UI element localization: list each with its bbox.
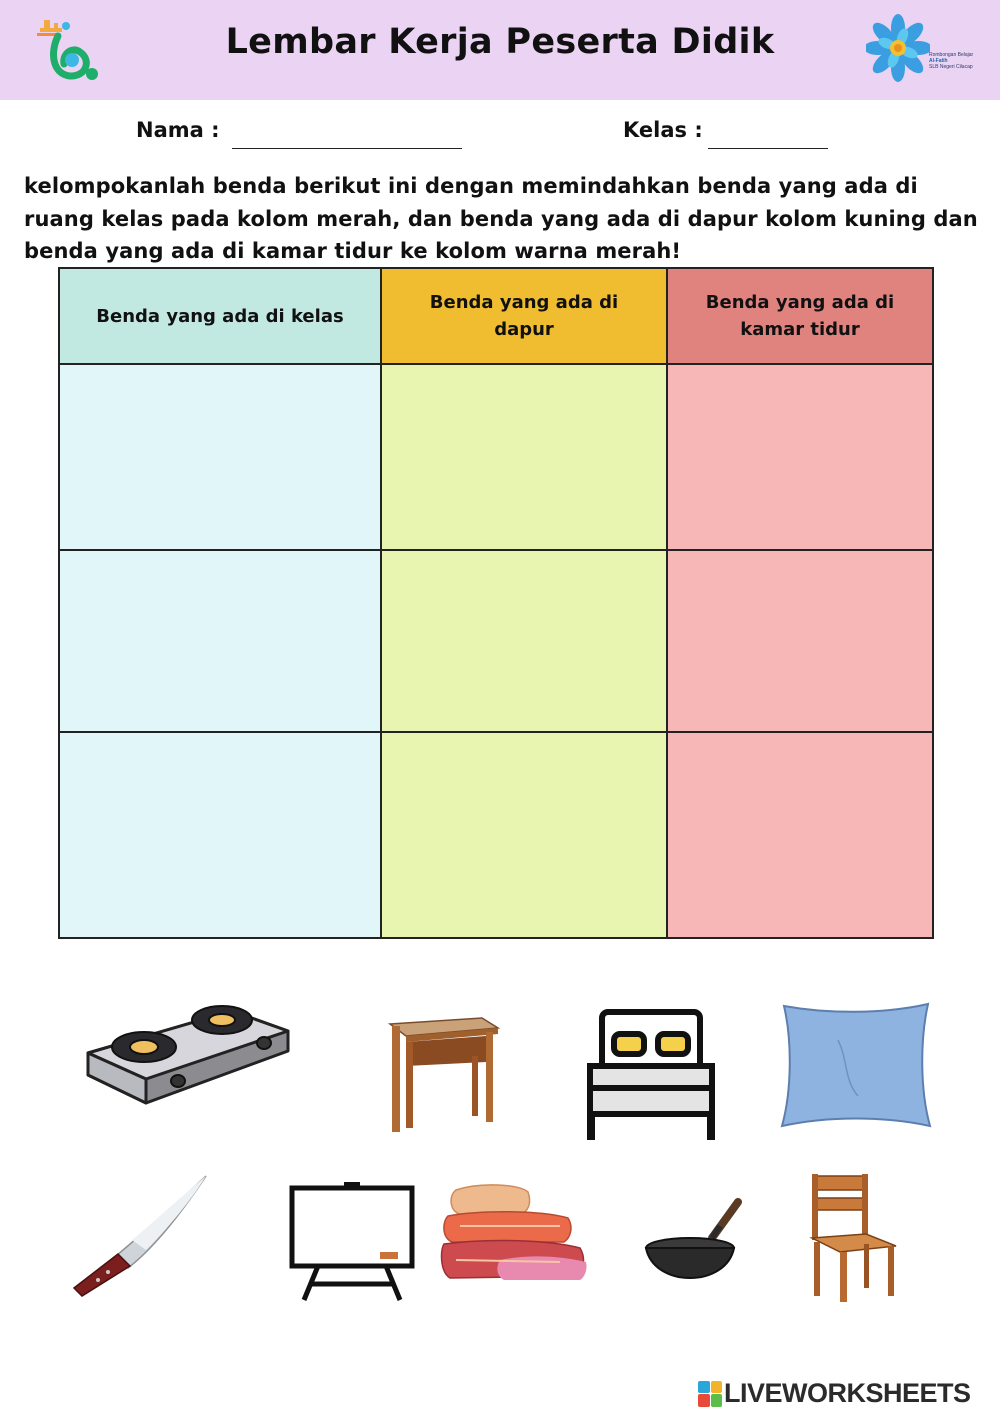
drop-cell-kelas[interactable] [60, 733, 382, 937]
column-header-kamar: Benda yang ada di kamar tidur [668, 269, 932, 365]
name-input-line[interactable] [232, 148, 462, 149]
whiteboard-icon[interactable] [288, 1180, 416, 1302]
wok-icon[interactable] [644, 1198, 744, 1280]
logo-caption-line: Al-Fatih [929, 58, 948, 64]
class-input-line[interactable] [708, 148, 828, 149]
bed-icon[interactable] [584, 1008, 718, 1142]
blanket-icon[interactable] [440, 1182, 588, 1282]
drop-cell-kelas[interactable] [60, 551, 382, 733]
pillow-icon[interactable] [778, 1000, 934, 1130]
logo-caption-line: SLB Negeri Cilacap [929, 64, 973, 70]
drop-cell-dapur[interactable] [382, 365, 668, 551]
drop-cell-kelas[interactable] [60, 365, 382, 551]
stove-icon[interactable] [82, 995, 292, 1115]
sorting-table [58, 267, 934, 939]
flower-logo-icon [866, 14, 930, 82]
drop-cell-kamar[interactable] [668, 551, 932, 733]
drop-cell-dapur[interactable] [382, 733, 668, 937]
logo-caption [929, 52, 989, 70]
brand-text: LIVEWORKSHEETS [724, 1378, 971, 1408]
desk-icon[interactable] [386, 1016, 502, 1134]
drop-cell-kamar[interactable] [668, 365, 932, 551]
page-title: Lembar Kerja Peserta Didik [225, 22, 775, 62]
chair-icon[interactable] [806, 1172, 898, 1304]
liveworksheets-brand [698, 1378, 971, 1409]
knife-icon[interactable] [72, 1172, 212, 1300]
name-label: Nama : [136, 118, 220, 142]
liveworksheets-logo-icon [698, 1381, 722, 1407]
class-label: Kelas : [623, 118, 703, 142]
column-header-dapur: Benda yang ada di dapur [382, 269, 668, 365]
drop-cell-dapur[interactable] [382, 551, 668, 733]
instruction-text: kelompokanlah benda berikut ini dengan memindahkan benda yang ada di ruang kelas pada kolom merah, dan benda yang ada di dapur kolom kuning dan benda yang ada di kamar tidur ke kolom warna merah! [24, 174, 978, 263]
logo-caption-line: Rombongan Belajar [929, 52, 974, 58]
header-banner [0, 0, 1000, 100]
drop-cell-kamar[interactable] [668, 733, 932, 937]
column-header-kelas: Benda yang ada di kelas [60, 269, 382, 365]
